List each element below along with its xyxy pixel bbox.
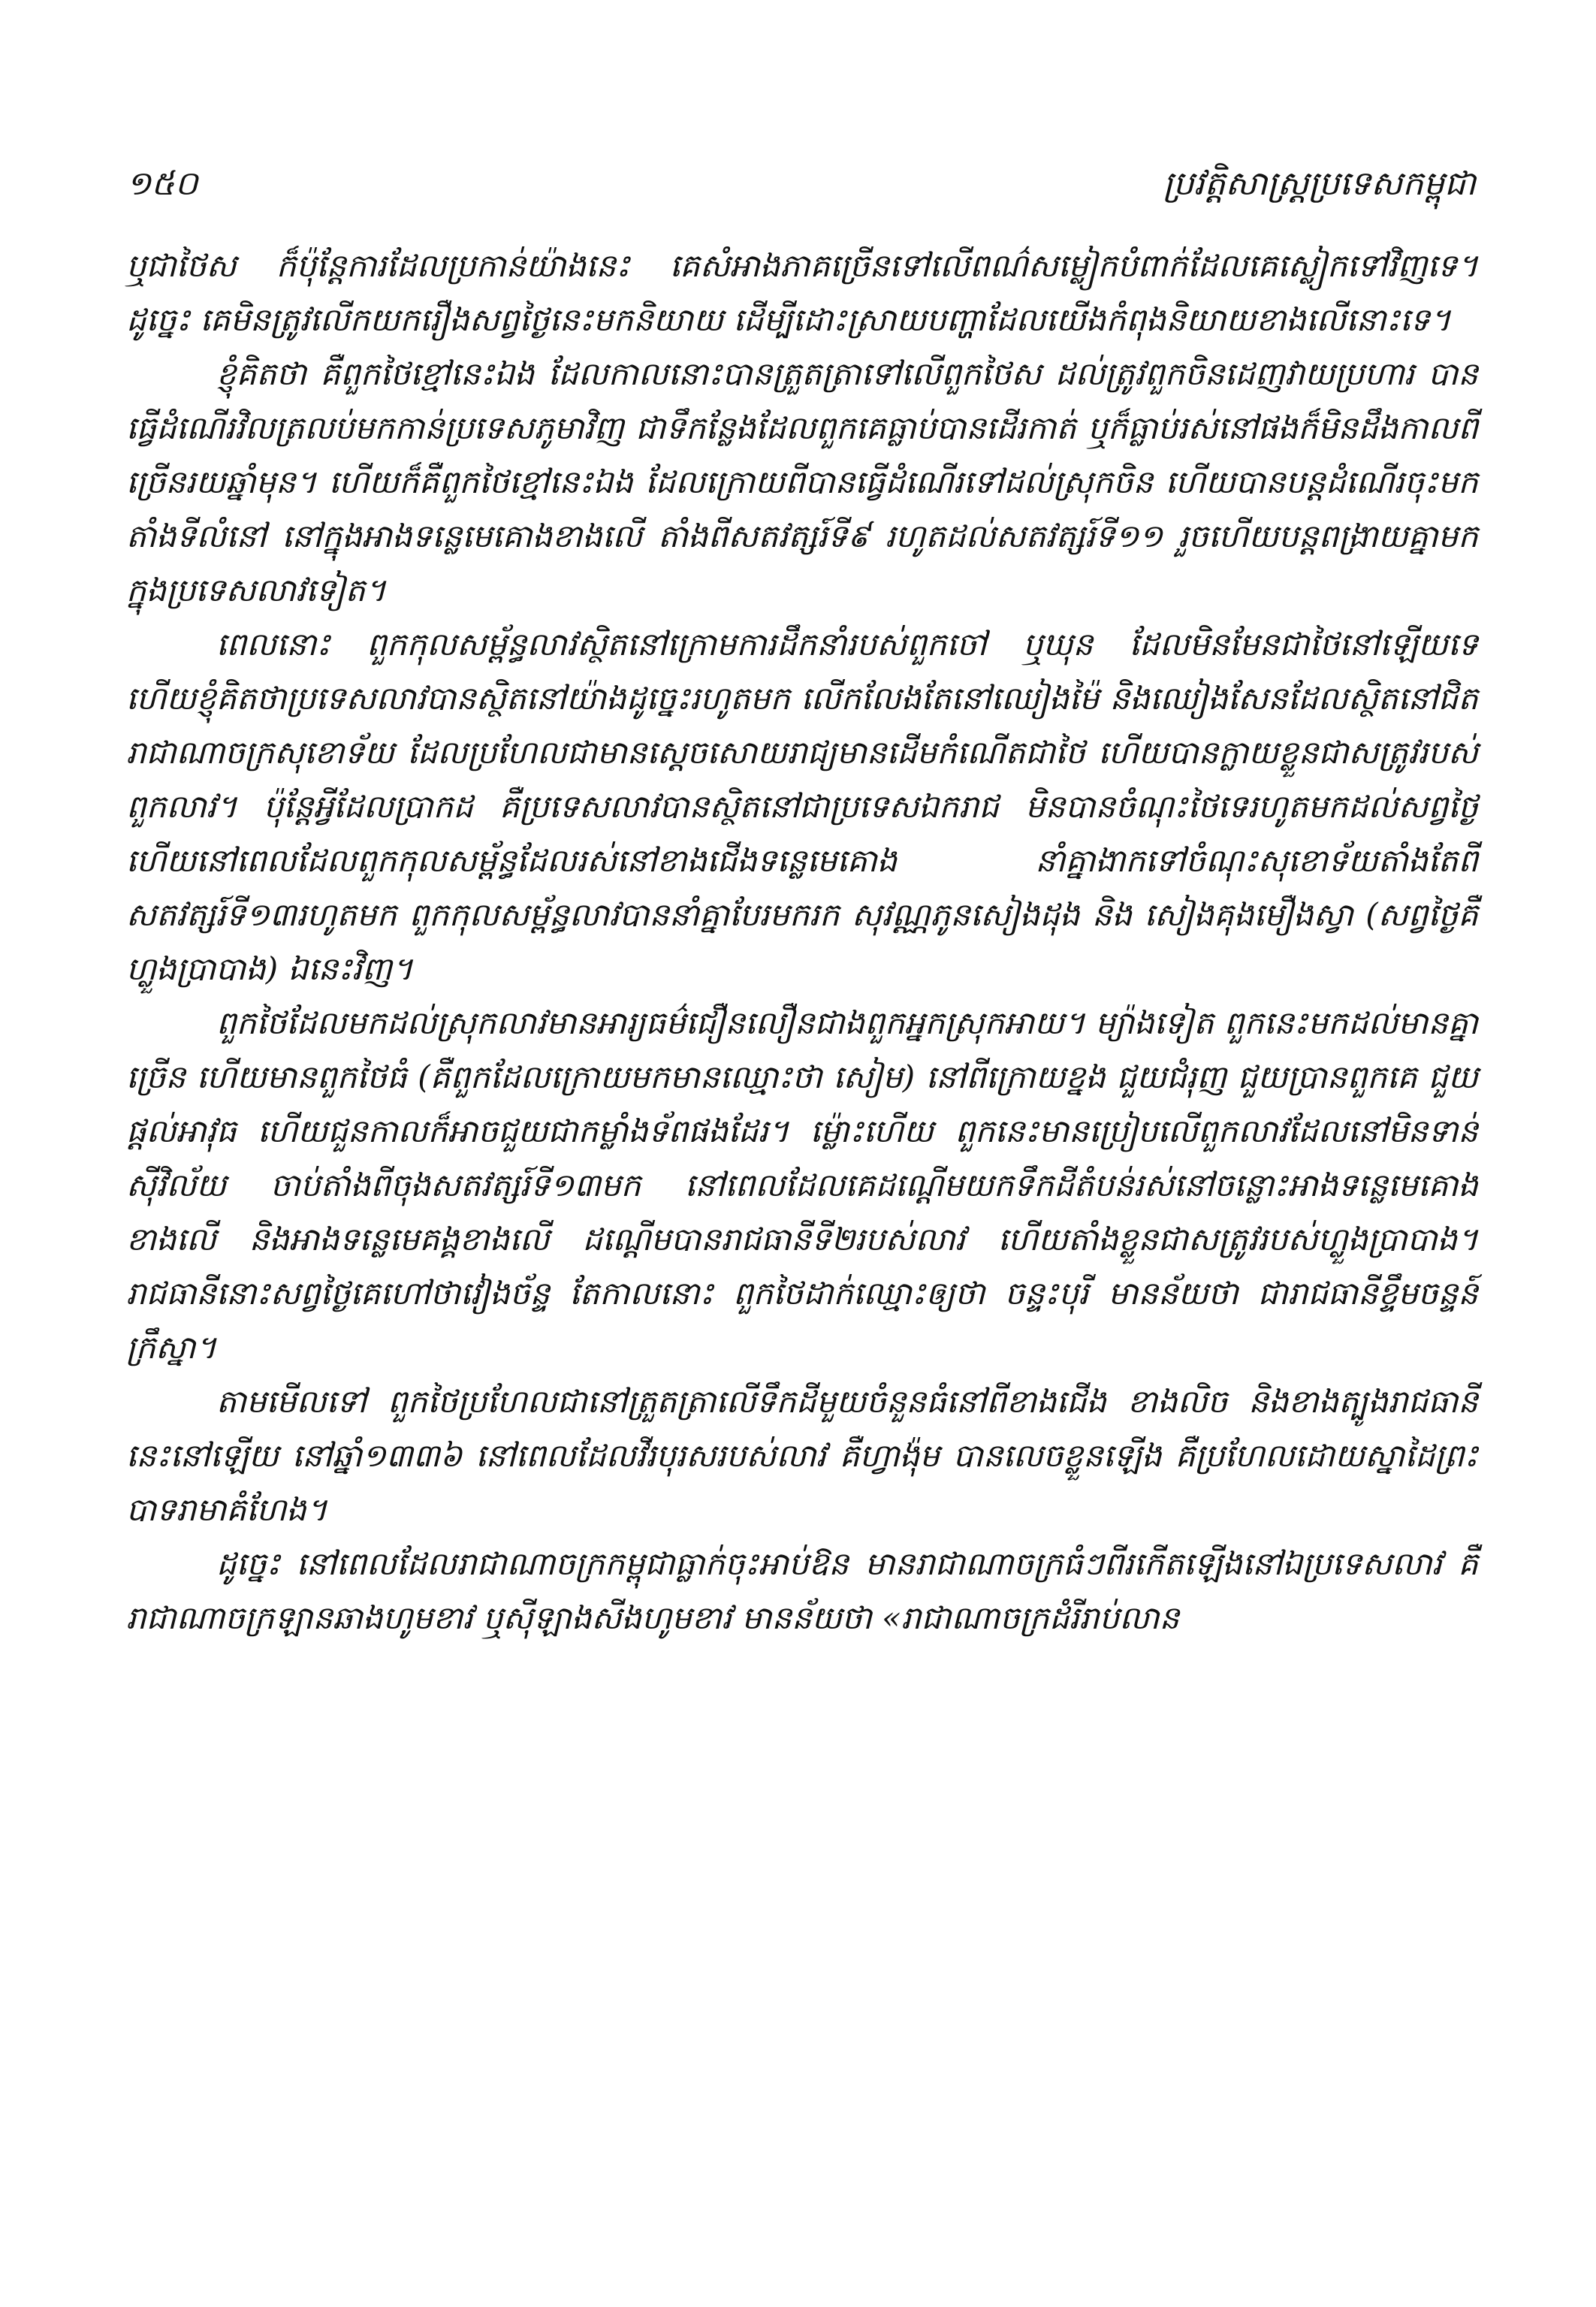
- book-title: ប្រវត្តិសាស្ត្រប្រទេសកម្ពុជា: [1163, 165, 1476, 203]
- running-header: [126, 154, 1476, 214]
- paragraph: ពេលនោះ ពួកកុលសម្ព័ន្ធលាវស្ថិតនៅក្រោមការដឹកនាំរបស់ពួកចៅ ឬឃុន ដែលមិនមែនជាថៃនៅឡើយទេ ហើយខ្ញុំគិតថាប្រទេសលាវបានស្ថិតនៅយ៉ាងដូច្នេះរហូតមក លើកលែងតែនៅឈៀងម៉ៃ និងឈៀងសែនដែលស្ថិតនៅជិតរាជាណាចក្រសុខោទ័យ ដែលប្រហែលជាមានស្តេចសោយរាជ្យមានដើមកំណើតជាថៃ ហើយបានក្លាយខ្លួនជាសត្រូវរបស់ពួកលាវ។ ប៉ុន្តែអ្វីដែលប្រាកដ គឺប្រទេសលាវបានស្ថិតនៅជាប្រទេសឯករាជ មិនបានចំណុះថៃទេរហូតមកដល់សព្វថ្ងៃ ហើយនៅពេលដែលពួកកុលសម្ព័ន្ធដែលរស់នៅខាងជើងទន្លេមេគោង នាំគ្នាងាកទៅចំណុះសុខោទ័យតាំងតែពីសតវត្សរ៍ទី១៣រហូតមក ពួកកុលសម្ព័ន្ធលាវបាននាំគ្នាបែរមករក សុវណ្ណភូនសៀងដុង និង សៀងគុងមឿងស្វា (សព្វថ្ងៃគឺ ហ្លួងប្រាបាង) ឯនេះវិញ។: [126, 626, 1478, 987]
- paragraph: ដូច្នេះ នៅពេលដែលរាជាណាចក្រកម្ពុជាធ្លាក់ចុះអាប់ឱន មានរាជាណាចក្រធំៗពីរកើតឡើងនៅឯប្រទេសលាវ គឺរាជាណាចក្រឡានឆាងហូមខាវ ឬស៊ីឡាងសីងហូមខាវ មានន័យថា «រាជាណាចក្រដំរីរាប់លាន: [126, 1545, 1478, 1636]
- paragraph: ពួកថៃដែលមកដល់ស្រុកលាវមានអារ្យធម៌ជឿនលឿនជាងពួកអ្នកស្រុកអាយ។ ម្យ៉ាងទៀត ពួកនេះមកដល់មានគ្នាច្រើន ហើយមានពួកថៃធំ (គឺពួកដែលក្រោយមកមានឈ្មោះថា សៀម) នៅពីក្រោយខ្នង ជួយជំរុញ ជួយប្រានពួកគេ ជួយផ្តល់អាវុធ ហើយជួនកាលក៏អាចជួយជាកម្លាំងទ័ពផងដែរ។ ម្ល៉ោះហើយ ពួកនេះមានប្រៀបលើពួកលាវដែលនៅមិនទាន់ស៊ីវិល័យ ចាប់តាំងពីចុងសតវត្សរ៍ទី១៣មក នៅពេលដែលគេដណ្តើមយកទឹកដីតំបន់រស់នៅចន្លោះអាងទន្លេមេគោងខាងលើ និងអាងទន្លេមេគង្គខាងលើ ដណ្តើមបានរាជធានីទី២របស់លាវ ហើយតាំងខ្លួនជាសត្រូវរបស់ហ្លួងប្រាបាង។ រាជធានីនោះសព្វថ្ងៃគេហៅថាវៀងច័ន្ទ តែកាលនោះ ពួកថៃដាក់ឈ្មោះឲ្យថា ចន្ទះបុរី មានន័យថា ជារាជធានីខ្ទឹមចន្ទន៍ក្រឹស្នា។: [126, 1004, 1478, 1366]
- page-number: ១៥០: [126, 165, 198, 203]
- paragraph: តាមមើលទៅ ពួកថៃប្រហែលជានៅត្រួតត្រាលើទឹកដីមួយចំនួនធំនៅពីខាងជើង ខាងលិច និងខាងត្បូងរាជធានីនេះនៅឡើយ នៅឆ្នាំ១៣៣៦ នៅពេលដែលវីរបុរសរបស់លាវ គឺហ្វាង៉ុម បានលេចខ្លួនឡើង គឺប្រហែលដោយស្នាដៃព្រះបាទរាមាគំហែង។: [126, 1383, 1478, 1528]
- body-text: [126, 239, 1478, 2177]
- paragraph: ខ្ញុំគិតថា គឺពួកថៃខ្មៅនេះឯង ដែលកាលនោះបានត្រួតត្រាទៅលើពួកថៃស ដល់ត្រូវពួកចិនដេញវាយប្រហារ បានធ្វើដំណើរវិលត្រលប់មកកាន់ប្រទេសភូមាវិញ ជាទឹកន្លែងដែលពួកគេធ្លាប់បានដើរកាត់ ឬក៏ធ្លាប់រស់នៅផងក៏មិនដឹងកាលពីច្រើនរយឆ្នាំមុន។ ហើយក៏គឺពួកថៃខ្មៅនេះឯង ដែលក្រោយពីបានធ្វើដំណើរទៅដល់ស្រុកចិន ហើយបានបន្តដំណើរចុះមកតាំងទីលំនៅ នៅក្នុងអាងទន្លេមេគោងខាងលើ តាំងពីសតវត្សរ៍ទី៩ រហូតដល់សតវត្សរ៍ទី១១ រួចហើយបន្តពង្រាយគ្នាមកក្នុងប្រទេសលាវទៀត។: [126, 355, 1478, 608]
- paragraph: ឬជាថៃស ក៏ប៉ុន្តែការដែលប្រកាន់យ៉ាងនេះ គេសំអាងភាគច្រើនទៅលើពណ៌សម្លៀកបំពាក់ដែលគេស្លៀកទៅវិញទេ។ ដូច្នេះ គេមិនត្រូវលើកយករឿងសព្វថ្ងៃនេះមកនិយាយ ដើម្បីដោះស្រាយបញ្ហាដែលយើងកំពុងនិយាយខាងលើនោះទេ។: [126, 247, 1478, 338]
